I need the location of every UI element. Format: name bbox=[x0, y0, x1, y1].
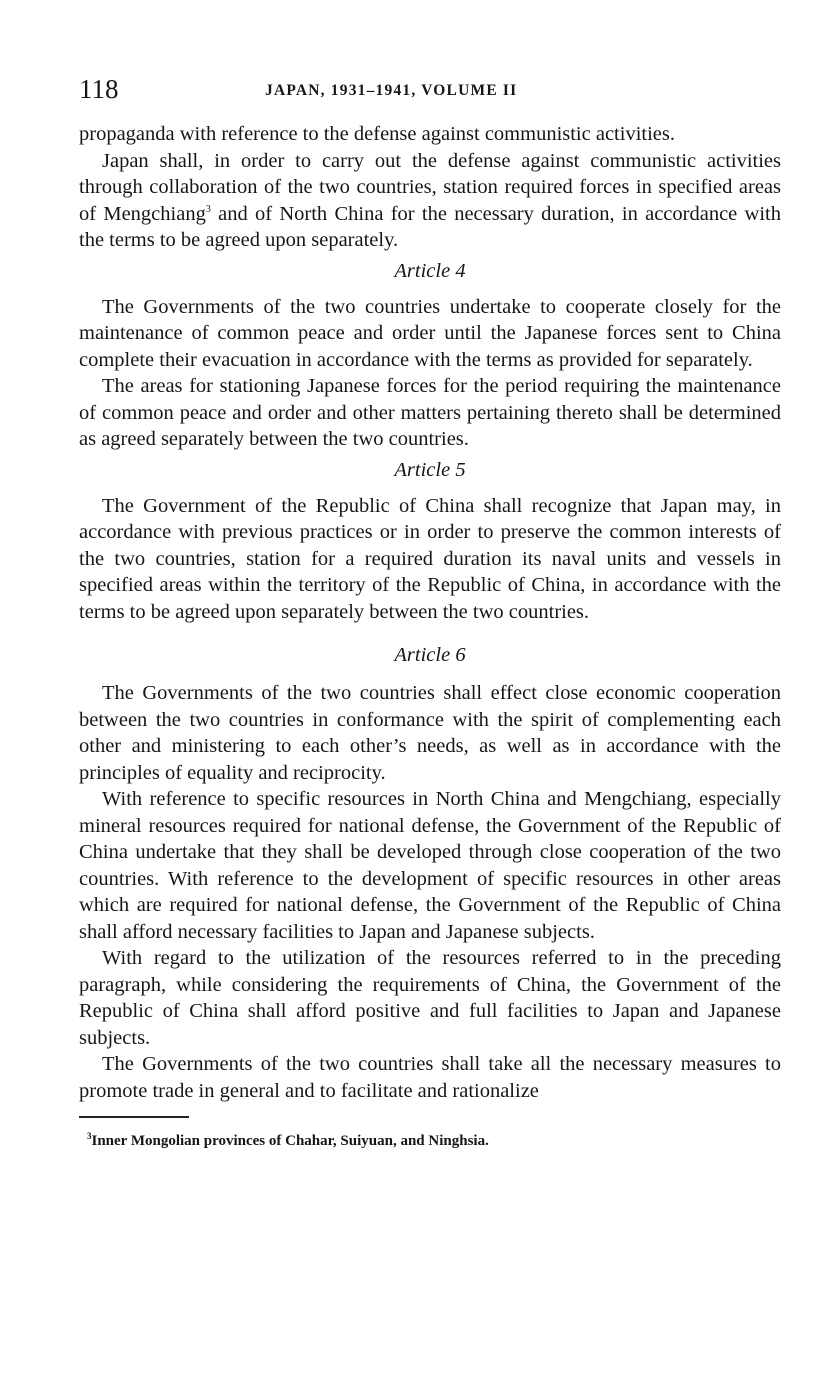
footnote-reference: 3 bbox=[205, 203, 211, 215]
paragraph bbox=[79, 148, 781, 254]
document-page bbox=[79, 74, 781, 1151]
paragraph: The Governments of the two countries shall effect close economic cooperation between the two countries in conformance with the spirit of complementing each other and ministering to each other’s needs, as well as in accordance with the principles of equality and reciprocity. bbox=[79, 682, 781, 784]
body-text bbox=[79, 121, 781, 1104]
paragraph-text-part: and of North China for the necessary duration, in accordance with the terms to be agreed upon separately. bbox=[79, 202, 781, 251]
paragraph: With reference to specific resources in North China and Mengchiang, especially mineral resources required for national defense, the Government of the Republic of China undertake that they shall be developed through close cooperation of the two countries. With reference to the development of specific resources in other areas which are required for national defense, the Government of the Republic of China shall afford necessary facilities to Japan and Japanese subjects. bbox=[79, 788, 781, 943]
footnote-divider bbox=[79, 1116, 189, 1118]
paragraph: The Governments of the two countries shall take all the necessary measures to promote trade in general and to facilitate and rationalize bbox=[79, 1053, 781, 1102]
paragraph: The areas for stationing Japanese forces for the period requiring the maintenance of common peace and order and other matters pertaining thereto shall be determined as agreed separately between the two countries. bbox=[79, 375, 781, 450]
article-heading: Article 6 bbox=[394, 644, 466, 666]
article-heading: Article 4 bbox=[394, 259, 466, 282]
footnote bbox=[79, 1126, 781, 1151]
paragraph-text-part: Japan shall, in order to carry out the defense against communistic activities through collaboration of the two countries, station required forces in specified areas of Mengchiang bbox=[79, 149, 781, 225]
paragraph-continued: propaganda with reference to the defense against communistic activities. bbox=[79, 123, 675, 145]
paragraph: The Governments of the two countries undertake to cooperate closely for the maintenance of common peace and order until the Japanese forces sent to China complete their evacuation in accordance with the terms as provided for separately. bbox=[79, 295, 781, 371]
page-number: 118 bbox=[79, 74, 119, 104]
running-title: JAPAN, 1931–1941, VOLUME II bbox=[265, 82, 518, 99]
paragraph: The Government of the Republic of China shall recognize that Japan may, in accordance with previous practices or in order to preserve the common interests of the two countries, station for a required duration its naval units and vessels in specified areas within the territory of the Republic of China, in accordance with the terms to be agreed upon separately between the two countries. bbox=[79, 494, 781, 623]
paragraph: With regard to the utilization of the resources referred to in the preceding paragraph, while considering the requirements of China, the Government of the Republic of China shall afford positive and full facilities to Japan and Japanese subjects. bbox=[79, 947, 781, 1049]
page-header bbox=[79, 74, 781, 110]
footnote-marker: 3 bbox=[87, 1131, 92, 1141]
article-heading: Article 5 bbox=[394, 458, 466, 481]
footnote-text: Inner Mongolian provinces of Chahar, Suiyuan, and Ninghsia. bbox=[91, 1133, 489, 1149]
